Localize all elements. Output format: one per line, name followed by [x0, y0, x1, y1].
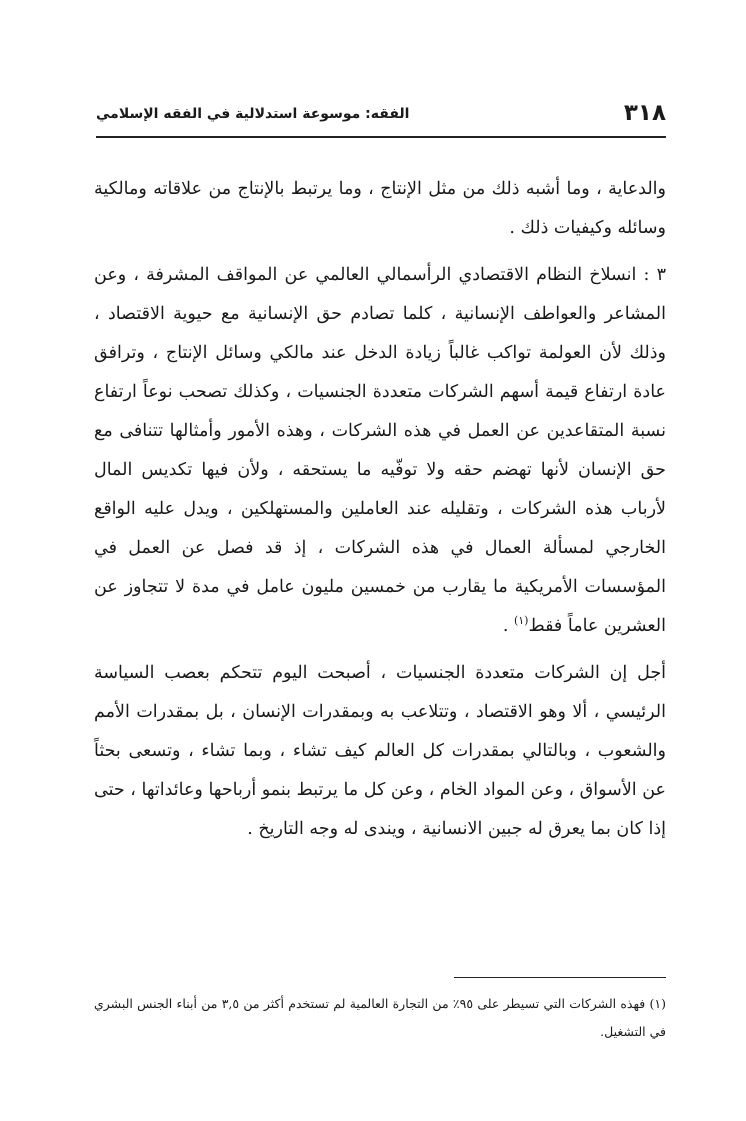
footnote-reference[interactable]: (١) — [513, 614, 529, 628]
running-title: الفقه: موسوعة استدلالية في الفقه الإسلامي — [96, 106, 410, 122]
paragraph-1: والدعاية ، وما أشبه ذلك من مثل الإنتاج ، وما يرتبط بالإنتاج من علاقاته ومالكية وسائله وكيفيات ذلك . — [94, 179, 666, 238]
paragraph-2 — [94, 256, 666, 646]
paragraph-2-text: ٣ : انسلاخ النظام الاقتصادي الرأسمالي العالمي عن المواقف المشرفة ، وعن المشاعر والعواطف الإنسانية ، كلما تصادم حق الإنسانية مع حيوية الاقتصاد ، وذلك لأن العولمة تواكب غالباً زيادة الدخل عند مالكي وسائل الإنتاج ، وترافق عادة ارتفاع قيمة أسهم الشركات متعددة الجنسيات ، وكذلك تصحب نوعاً ارتفاع نسبة المتقاعدين عن العمل في هذه الشركات ، وهذه الأمور وأمثالها تتنافى مع حق الإنسان لأنها تهضم حقه ولا توفّيه ما يستحقه ، ولأن فيها تكديس المال لأرباب هذه الشركات ، وتقليله عند العاملين والمستهلكين ، ويدل عليه الواقع الخارجي لمسألة العمال في هذه الشركات ، إذ قد فصل عن العمل في المؤسسات الأمريكية ما يقارب من خمسين مليون عامل في مدة لا تتجاوز عن العشرين عاماً فقط — [94, 265, 666, 636]
footnote-divider — [454, 977, 666, 978]
paragraph-2-end: . — [502, 616, 514, 636]
footnote: (١) فهذه الشركات التي تسيطر على ٩٥٪ من التجارة العالمية لم تستخدم أكثر من ٣,٥ من أبناء الجنس البشري في التشغيل. — [94, 996, 666, 1039]
page-header — [96, 96, 666, 138]
body-text — [94, 170, 666, 849]
paragraph-3: أجل إن الشركات متعددة الجنسيات ، أصبحت اليوم تتحكم بعصب السياسة الرئيسي ، ألا وهو الاقتصاد ، وتتلاعب به وبمقدرات الإنسان ، بل بمقدرات الأمم والشعوب ، وبالتالي بمقدرات كل العالم كيف تشاء ، وبما تشاء ، وتسعى بحثاً عن الأسواق ، وعن المواد الخام ، وعن كل ما يرتبط بنمو أرباحها وعائداتها ، حتى إذا كان بما يعرق له جبين الانسانية ، ويندى له وجه التاريخ . — [94, 663, 666, 839]
page-number: ٣١٨ — [623, 100, 666, 126]
